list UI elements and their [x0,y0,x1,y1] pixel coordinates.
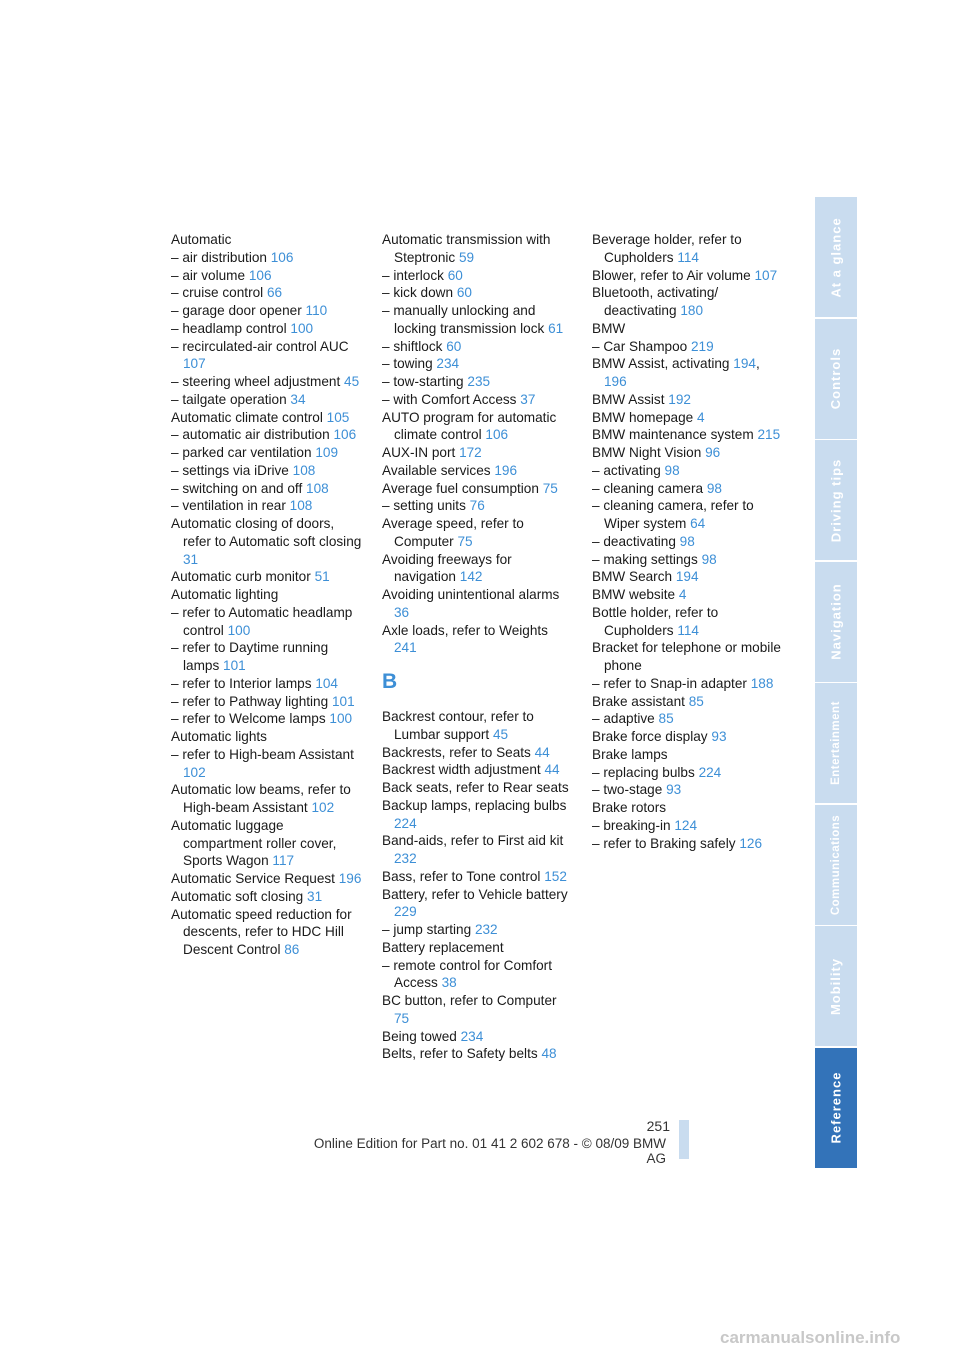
index-entry-text: Avoiding freeways for navigation [382,551,512,585]
index-entry [382,355,574,373]
page-link[interactable]: 117 [272,853,295,869]
index-entry [382,231,574,267]
page-link[interactable]: 85 [688,693,704,709]
tab-communications[interactable] [815,805,857,925]
index-entry-text: Brake assistant [592,693,685,709]
page-link[interactable]: 234 [460,1028,484,1044]
page-link[interactable]: 110 [305,303,328,318]
index-entry-text: – kick down [382,285,454,301]
index-entry [592,284,784,320]
page-link[interactable]: 106 [248,267,272,283]
index-entry [382,586,574,622]
index-entry-text: Avoiding unintentional alarms [382,587,560,602]
index-entry [382,779,574,797]
index-entry-text: – cleaning camera, refer to Wiper system [592,498,754,531]
index-entry-text: – parked car ventilation [171,445,312,460]
index-entry [592,799,784,817]
index-entry-text: BMW website [592,587,676,602]
page-link[interactable]: 31 [183,551,199,567]
page-link[interactable]: 60 [447,267,463,283]
index-entry [592,391,784,409]
index-entry-text: Backrests, refer to Seats [382,744,531,760]
index-entry-text: – air volume [171,267,246,283]
footer-bar [679,1120,689,1159]
index-entry-text: – refer to Pathway lighting [171,693,329,709]
page-link[interactable]: 196 [338,871,362,886]
tab-label: Communications [830,814,843,915]
index-entry-text: – remote control for Comfort Access [382,957,552,991]
page-link[interactable]: 196 [604,374,627,389]
index-entry-text: BC button, refer to Computer [382,993,557,1008]
index-entry-text: – cleaning camera [592,480,704,496]
page-link[interactable]: 61 [548,320,564,336]
index-entry-text: Axle loads, refer to Weights [382,622,548,638]
page-link[interactable]: 31 [307,888,323,904]
index-entry-text: – activating [592,462,661,478]
index-entry [592,728,784,746]
index-entry-text: – refer to Interior lamps [171,675,312,691]
index-entry-text: – cruise control [171,285,264,301]
index-entry-text: – replacing bulbs [592,764,695,780]
index-entry-text: BMW [592,320,626,336]
index-entry-text: BMW Night Vision [592,445,702,460]
index-entry [171,497,363,515]
index-entry-text: – switching on and off [171,480,303,496]
page-link[interactable]: 51 [314,569,330,585]
tab-label: Entertainment [830,701,843,785]
index-entry [382,373,574,391]
index-entry [592,426,784,444]
index-entry-text: – with Comfort Access [382,391,517,407]
page-link[interactable]: 106 [485,427,509,443]
index-entry [171,480,363,498]
page-link[interactable]: 100 [290,320,314,336]
index-entry [592,586,784,604]
index-column-2 [382,231,574,1063]
index-entry [382,744,574,762]
page-link[interactable]: 235 [467,374,491,389]
index-entry-text: Automatic climate control [171,409,323,425]
index-entry [592,781,784,799]
index-entry [171,604,363,640]
index-entry [382,391,574,409]
index-entry [382,1045,574,1063]
index-entry-text: Bottle holder, refer to Cupholders [592,604,719,638]
tab-label: Driving tips [828,458,844,542]
index-entry [382,497,574,515]
index-entry-text: – breaking-in [592,817,671,833]
tab-label: At a glance [828,216,844,298]
index-entry-text: Automatic lighting [171,587,279,602]
page-link[interactable]: 98 [679,533,695,549]
index-entry [171,462,363,480]
index-entry-text: Backrest contour, refer to Lumbar support [382,709,534,742]
index-entry [382,797,574,833]
page-link[interactable]: 107 [754,267,778,283]
index-column-3 [592,231,784,852]
index-entry [171,231,363,249]
page-link[interactable]: 101 [331,693,355,709]
page-link[interactable]: 75 [457,533,473,549]
index-entry [382,939,574,957]
index-entry-text: BMW Search [592,569,673,585]
index-entry [171,817,363,870]
index-entry [171,675,363,693]
index-entry-text: Brake rotors [592,800,667,815]
index-entry [171,639,363,675]
index-entry [171,693,363,711]
index-entry [171,302,363,320]
page-link[interactable]: 59 [459,249,475,265]
page-link[interactable]: 215 [757,427,781,443]
tab-navigation[interactable] [815,562,857,682]
page-link[interactable]: 108 [292,462,316,478]
index-entry-text: Automatic transmission with Steptronic [382,232,551,265]
index-entry [171,728,363,746]
index-entry-text: Belts, refer to Safety belts [382,1046,538,1062]
index-entry-text: Bluetooth, activating/ deactivating [592,285,719,318]
index-entry [171,426,363,444]
page-link[interactable]: 64 [690,516,706,531]
index-entry-text: AUTO program for automatic climate control [382,409,557,443]
index-entry-text: – Car Shampoo [592,338,688,354]
index-entry [171,249,363,267]
page-link[interactable]: 108 [306,480,329,496]
page-link[interactable]: 192 [668,391,691,407]
page-link[interactable]: 85 [658,711,674,727]
index-entry [382,284,574,302]
index-entry-text: Backrest width adjustment [382,762,541,778]
index-entry-text: – air distribution [171,249,267,265]
index-entry [171,906,363,959]
index-entry-text: – refer to Welcome lamps [171,711,326,727]
index-entry [592,693,784,711]
index-entry-text: – recirculated-air control AUC [171,338,349,354]
page-link[interactable]: 108 [289,498,313,514]
page-link[interactable]: 232 [394,851,417,866]
page-link[interactable]: 232 [474,922,498,937]
tab-mobility[interactable] [815,926,857,1046]
page-link[interactable]: 60 [446,338,462,354]
page-link[interactable]: 172 [459,445,482,460]
index-entry-text: Blower, refer to Air volume [592,267,751,283]
index-entry-text: Automatic Service Request [171,871,335,886]
index-entry-text: – refer to Daytime running lamps [171,640,329,673]
index-entry [171,568,363,586]
index-entry-text: Automatic lights [171,729,267,744]
index-entry [592,320,784,338]
index-entry-text: BMW Assist, activating [592,356,730,372]
index-entry-text: – interlock [382,267,444,283]
index-entry-text: Automatic [171,232,232,247]
page-link[interactable]: 93 [711,729,727,744]
page-link[interactable]: 34 [290,391,306,407]
index-entry [382,708,574,744]
page-link[interactable]: 36 [394,604,410,620]
page-link[interactable]: 224 [394,815,417,831]
page-link[interactable]: 75 [394,1010,410,1026]
page-link[interactable]: 93 [666,782,682,798]
index-entry [382,992,574,1028]
index-entry [382,921,574,939]
tab-reference[interactable] [815,1048,857,1168]
index-entry-text: Being towed [382,1028,457,1044]
index-entry [592,746,784,764]
tab-label: Mobility [828,957,844,1015]
tab-label: Navigation [828,583,844,660]
page-link[interactable]: 37 [520,391,536,407]
page-link[interactable]: 194 [733,356,756,372]
page-link[interactable]: 229 [394,904,417,920]
page-link[interactable]: 75 [542,480,558,496]
index-entry-text: – steering wheel adjustment [171,374,341,389]
index-entry [171,444,363,462]
index-entry [592,835,784,853]
index-entry-text: – two-stage [592,782,663,798]
index-entry-text: Battery, refer to Vehicle battery [382,886,568,902]
index-entry [382,622,574,658]
page-link[interactable]: 142 [459,569,483,585]
index-entry-text: Automatic luggage compartment roller cover, Sports Wagon [171,817,337,869]
index-entry-text: AUX-IN port [382,445,456,460]
index-entry [171,586,363,604]
page-link[interactable]: 114 [677,249,699,265]
index-entry-text: – automatic air distribution [171,427,330,443]
page-link[interactable]: 234 [436,356,460,372]
page-link[interactable]: 224 [698,764,722,780]
index-entry [171,888,363,906]
index-entry [382,551,574,587]
index-entry [382,444,574,462]
index-entry [382,302,574,338]
page-link[interactable]: 60 [456,285,472,301]
index-entry [171,373,363,391]
watermark: carmanualsonline.info [720,1328,901,1347]
index-entry-text: Battery replacement [382,939,504,955]
tab-label: Reference [828,1071,844,1144]
footer-text: Online Edition for Part no. 01 41 2 602 678 - © 08/09 BMW AG [313,1136,666,1166]
index-entry-text: – adaptive [592,711,655,727]
index-entry [592,462,784,480]
page-link[interactable]: 102 [311,800,335,815]
index-entry-text: – refer to Snap-in adapter [592,675,747,691]
page-link[interactable]: 38 [441,975,457,991]
index-entry [382,409,574,445]
index-entry [382,338,574,356]
index-entry [592,497,784,533]
index-entry [382,886,574,922]
index-entry-text: – refer to Braking safely [592,835,736,851]
index-entry [592,480,784,498]
index-entry-text: – headlamp control [171,320,287,336]
index-entry-text: – tailgate operation [171,391,287,407]
index-entry [592,710,784,728]
page-link[interactable]: 194 [675,569,699,585]
tab-controls[interactable] [815,319,857,439]
index-entry-text: Brake lamps [592,746,668,762]
page-number: 251 [646,1118,670,1134]
page-link[interactable]: 124 [674,817,698,833]
index-entry [592,764,784,782]
index-entry-text: – tow-starting [382,374,464,389]
page-link[interactable]: 48 [541,1046,557,1062]
index-entry-text: – refer to High-beam Assistant [171,746,354,762]
tab-label: Controls [828,347,844,410]
page-link[interactable]: 76 [469,498,485,514]
page-link[interactable]: 188 [750,675,774,691]
index-entry-text: BMW Assist [592,391,665,407]
index-entry [171,515,363,568]
page-link[interactable]: 100 [227,622,251,638]
index-entry-text: BMW homepage [592,409,694,425]
index-entry-text: Beverage holder, refer to Cupholders [592,232,742,265]
index-entry [592,533,784,551]
index-entry [592,267,784,285]
page-link[interactable]: 66 [266,285,283,301]
index-entry-text: Automatic closing of doors, refer to Automatic soft closing [171,516,362,549]
page-link[interactable]: 44 [544,762,560,778]
index-entry-text: – ventilation in rear [171,498,286,514]
index-entry [382,832,574,868]
page-link[interactable]: 105 [326,409,350,425]
index-entry [171,284,363,302]
page-link[interactable]: 180 [680,303,704,318]
index-entry [382,515,574,551]
page-link[interactable]: 4 [678,587,687,602]
index-entry-text: – making settings [592,551,698,567]
index-entry [382,1028,574,1046]
page-link[interactable]: 45 [493,726,509,742]
index-entry [592,444,784,462]
index-entry-text: – deactivating [592,533,676,549]
index-entry-text: – setting units [382,498,466,514]
index-entry [592,817,784,835]
index-entry [171,781,363,817]
tab-entertainment[interactable] [815,683,857,803]
index-entry [592,568,784,586]
index-entry-text: – garage door opener [171,303,302,318]
index-entry-text: Back seats, refer to Rear seats [382,780,569,795]
index-entry [382,462,574,480]
index-entry [171,710,363,728]
page-link[interactable]: 4 [697,409,705,425]
page-link[interactable]: 96 [705,445,721,460]
page-link[interactable]: 86 [284,942,300,957]
index-entry-text: – settings via iDrive [171,462,289,478]
section-letter: B [382,670,398,693]
page-link[interactable]: 241 [394,640,417,656]
index-entry-text: Automatic low beams, refer to High-beam Assistant [171,782,351,815]
index-entry-text: – manually unlocking and locking transmission lock [382,303,545,336]
index-entry [592,409,784,427]
index-entry-text: BMW maintenance system [592,427,754,443]
page-link[interactable]: 109 [315,445,339,460]
index-entry [171,409,363,427]
index-entry [592,639,784,675]
page-link[interactable]: 44 [534,744,550,760]
tab-at-a-glance[interactable] [815,197,857,317]
index-entry-text: Backup lamps, replacing bulbs [382,797,567,813]
index-entry [382,267,574,285]
index-entry [382,868,574,886]
page-link[interactable]: 106 [270,249,294,265]
index-entry [592,604,784,640]
tab-driving-tips[interactable] [815,440,857,560]
page-link[interactable]: 98 [701,551,717,567]
page-link[interactable]: 101 [223,658,246,673]
index-entry [382,480,574,498]
index-entry [382,957,574,993]
index-entry [171,338,363,374]
index-entry [171,391,363,409]
page-link[interactable]: 102 [183,764,206,780]
page-link[interactable]: 98 [664,462,680,478]
page-link[interactable]: 100 [329,711,353,727]
page-link[interactable]: 196 [494,462,518,478]
index-entry-text: Bracket for telephone or mobile phone [592,640,781,673]
index-entry-text: Brake force display [592,729,708,744]
page-link[interactable]: 152 [544,868,567,884]
index-entry-text: Bass, refer to Tone control [382,868,541,884]
index-entry-text: – towing [382,356,433,372]
index-entry-text: – refer to Automatic headlamp control [171,604,353,638]
page-link[interactable]: 98 [706,480,722,496]
index-entry [171,746,363,782]
index-entry-text: Average speed, refer to Computer [382,516,524,549]
page-link[interactable]: 107 [183,356,206,372]
index-entry-text: Automatic soft closing [171,888,304,904]
index-entry [171,320,363,338]
index-entry [171,870,363,888]
index-entry-text: – shiftlock [382,338,443,354]
index-entry-text: Automatic speed reduction for descents, refer to HDC Hill Descent Control [171,906,352,957]
index-entry [592,551,784,569]
index-entry-text: Automatic curb monitor [171,569,311,585]
page-link[interactable]: 219 [691,338,714,354]
index-entry: BMW Assist, activating 194, 196 [592,356,760,389]
page-link[interactable]: 114 [677,622,699,638]
index-entry [592,338,784,356]
index-entry [382,761,574,779]
page-link[interactable]: 106 [333,427,357,443]
index-entry-text: – jump starting [382,922,472,937]
index-entry [592,231,784,267]
index-column-1 [171,231,363,959]
index-entry-text: Available services [382,462,491,478]
index-entry [171,267,363,285]
page-link[interactable]: 45 [344,374,360,389]
index-entry [592,675,784,693]
index-entry-text: Average fuel consumption [382,480,539,496]
page-link[interactable]: 104 [315,675,338,691]
page-link[interactable]: 126 [739,835,763,851]
index-entry-text: Band-aids, refer to First aid kit [382,833,564,849]
